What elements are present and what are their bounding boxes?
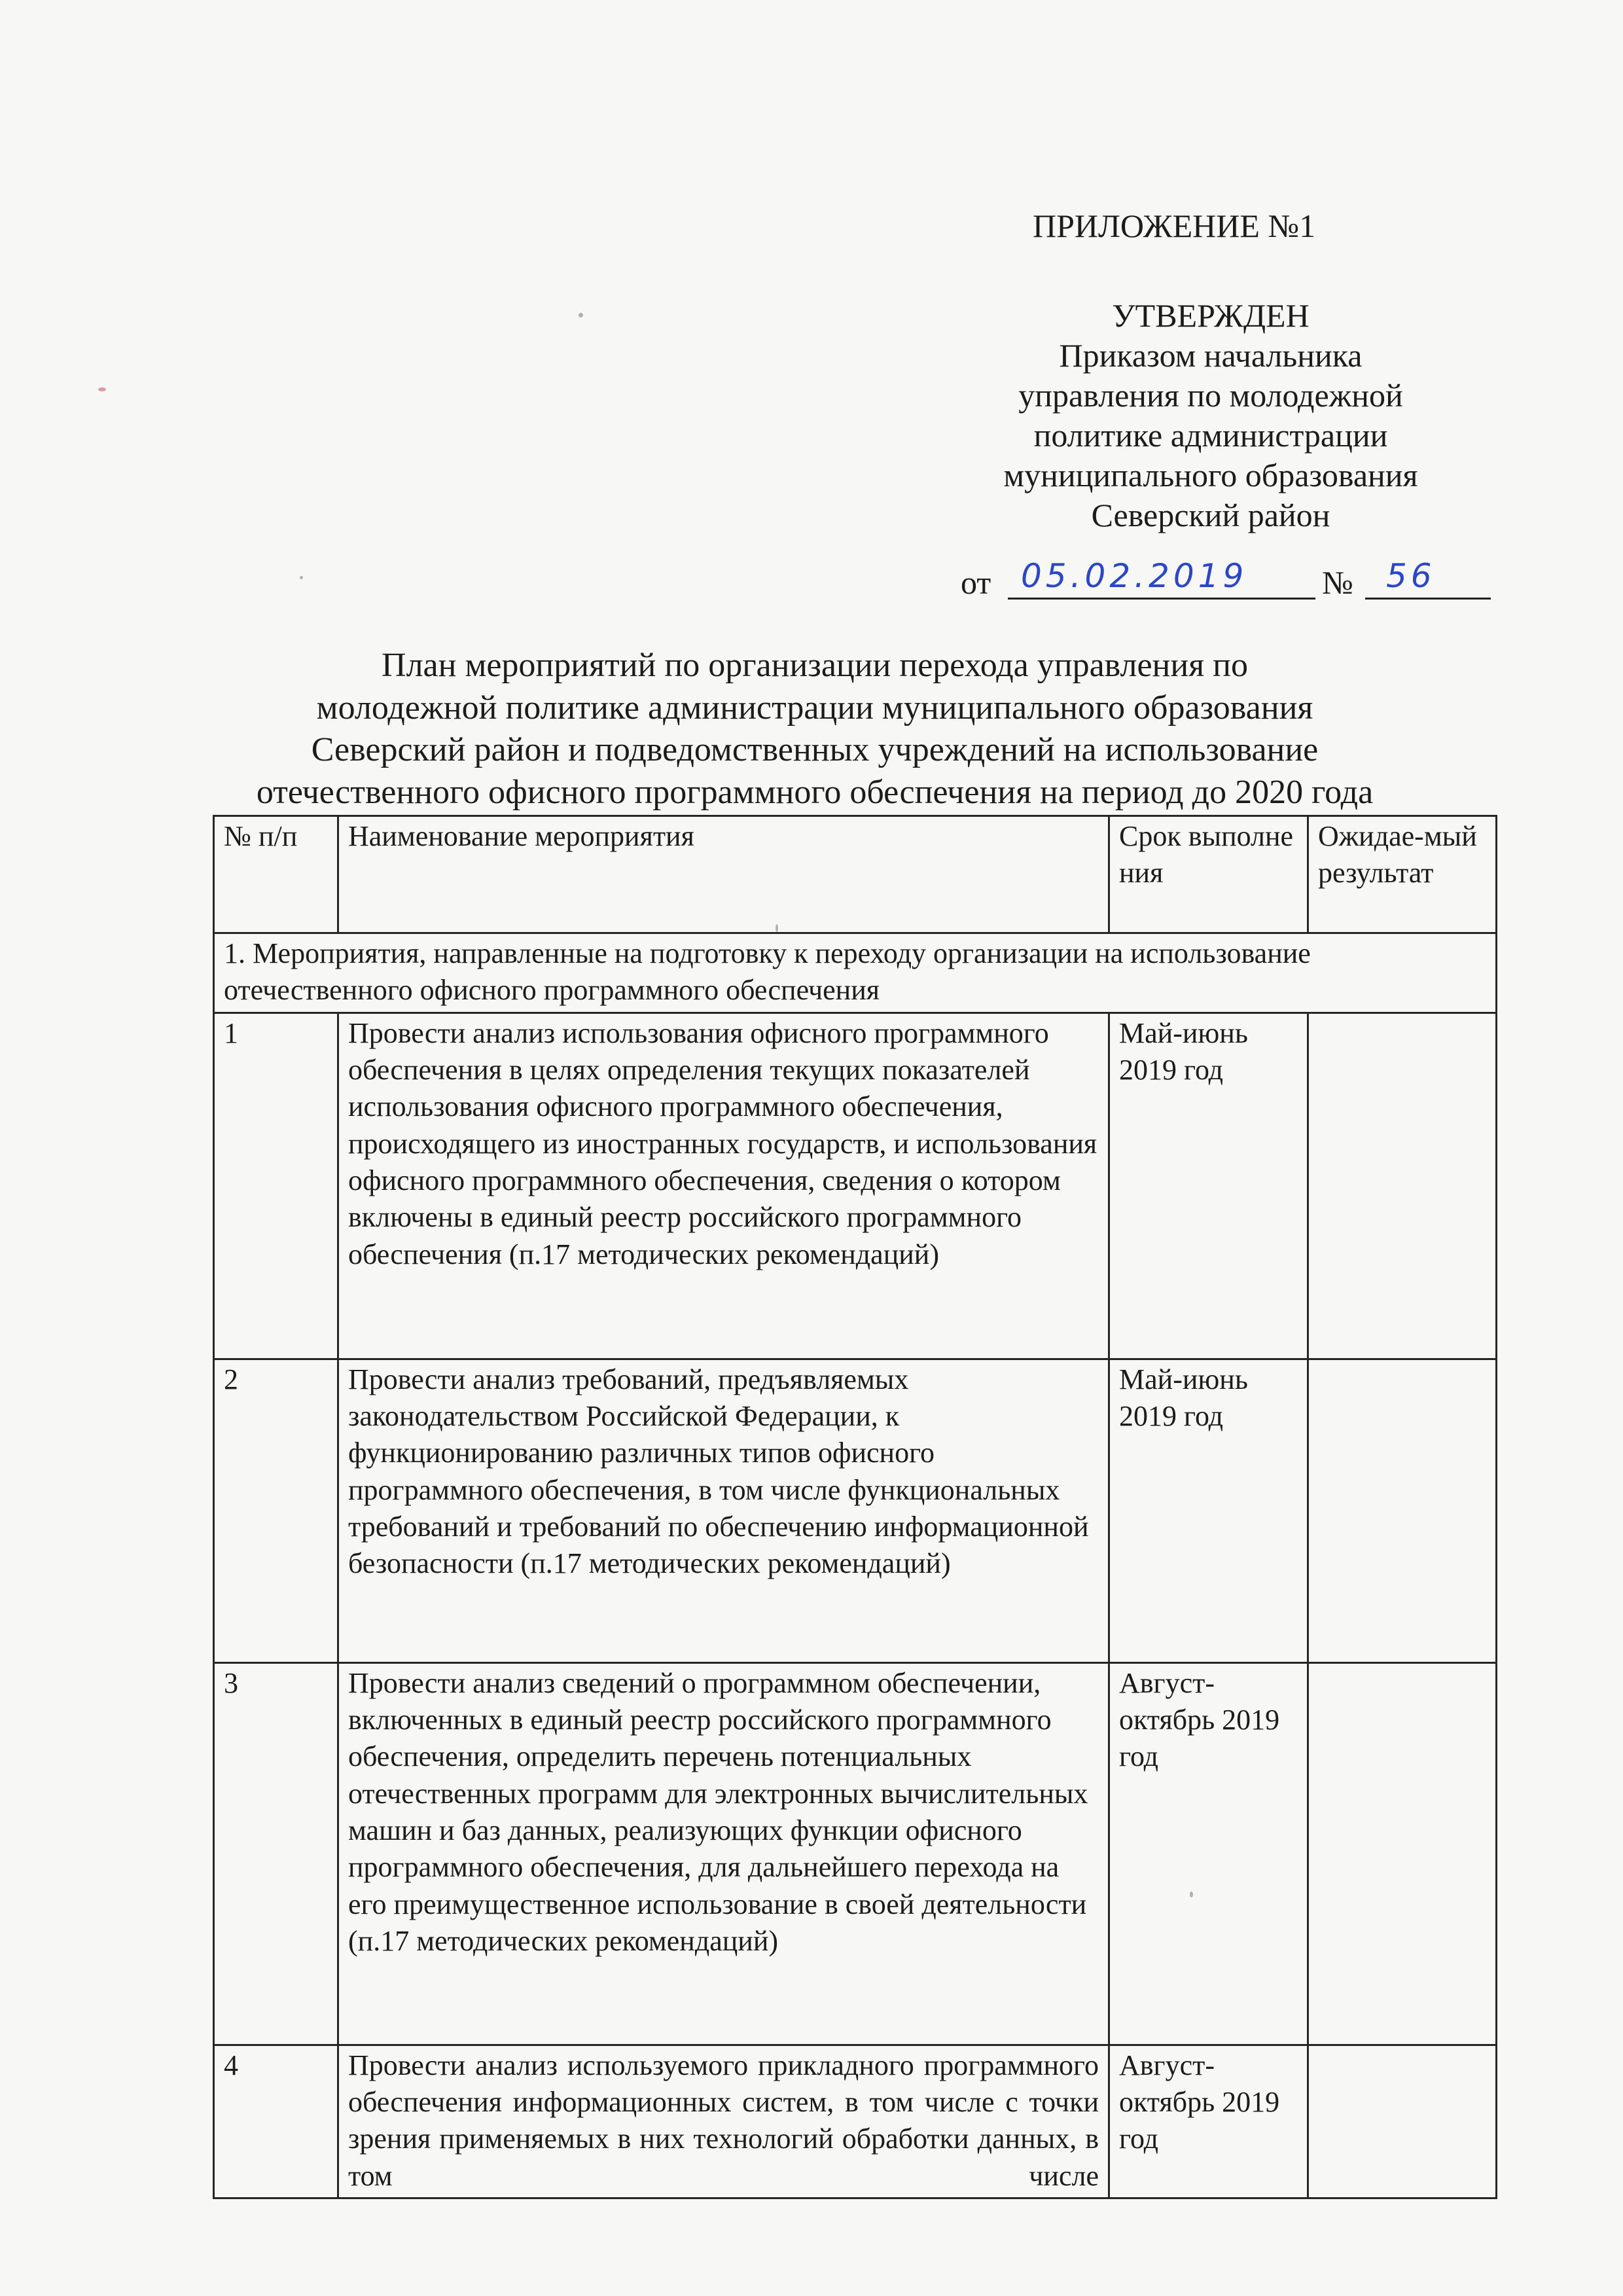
row-activity: Провести анализ используемого прикладного программного обеспечения информационных систем, в том числе с точки зрения применяемых в них технологий обработки данных, в том числе (338, 2045, 1109, 2198)
table-row (214, 1662, 1497, 2045)
row-term: Май-июнь 2019 год (1109, 1359, 1308, 1662)
row-result (1308, 1359, 1497, 1662)
row-number: 2 (214, 1359, 338, 1662)
scan-speck (776, 924, 778, 932)
row-term: Август-октябрь 2019 год (1109, 1662, 1308, 2045)
table-row (214, 1013, 1497, 1359)
scan-speck (98, 387, 106, 391)
column-header-number: № п/п (214, 816, 338, 933)
order-date-handwritten: 05.02.2019 (1021, 557, 1248, 595)
row-result (1308, 1662, 1497, 2045)
column-header-name: Наименование мероприятия (338, 816, 1109, 933)
approval-line: политике администрации (1033, 417, 1388, 454)
table-row (214, 1359, 1497, 1662)
section-heading: 1. Мероприятия, направленные на подготовку к переходу организации на использование отечественного офисного программного обеспечения (214, 933, 1497, 1013)
plan-title-line: Северский район и подведомственных учреждений на использование (311, 731, 1319, 769)
section-row (214, 933, 1497, 1013)
plan-title-line: отечественного офисного программного обеспечения на период до 2020 года (256, 774, 1374, 812)
table-header-row (214, 816, 1497, 933)
scan-speck (579, 313, 583, 317)
approval-line: Северский район (1091, 497, 1330, 533)
plan-title (196, 645, 1433, 814)
scan-speck (1190, 1892, 1193, 1897)
approval-line: управления по молодежной (1018, 377, 1403, 414)
approved-heading: УТВЕРЖДЕН (1112, 297, 1310, 334)
row-activity: Провести анализ требований, предъявляемых законодательством Российской Федерации, к функционированию различных типов офисного программного обеспечения, в том числе функциональных требований и требований по обеспечению информационной безопасности (п.17 методических рекомендаций) (338, 1359, 1109, 1662)
row-number: 3 (214, 1662, 338, 2045)
column-header-term: Срок выполнения (1109, 816, 1308, 933)
row-result (1308, 2045, 1497, 2198)
plan-title-line: молодежной политике администрации муниципального образования (316, 689, 1313, 726)
row-activity: Провести анализ сведений о программном обеспечении, включенных в единый реестр российского программного обеспечения, определить перечень потенциальных отечественных программ для электронных вычислительных машин и баз данных, реализующих функции офисного программного обеспечения, для дальнейшего перехода на его преимущественное использование в своей деятельности (п.17 методических рекомендаций) (338, 1662, 1109, 2045)
plan-table (213, 815, 1497, 2199)
order-from-label: от (961, 564, 991, 601)
plan-title-line: План мероприятий по организации перехода управления по (382, 647, 1248, 684)
row-activity: Провести анализ использования офисного программного обеспечения в целях определения текущих показателей использования офисного программного обеспечения, происходящего из иностранных государств, и использования офисного программного обеспечения, сведения о котором включены в единый реестр российского программного обеспечения (п.17 методических рекомендаций) (338, 1013, 1109, 1359)
scan-speck (300, 576, 303, 579)
row-term: Май-июнь 2019 год (1109, 1013, 1308, 1359)
order-number-label: № (1322, 564, 1353, 601)
order-number-handwritten: 56 (1386, 557, 1436, 595)
row-number: 1 (214, 1013, 338, 1359)
column-header-result: Ожидае-мый результат (1308, 816, 1497, 933)
row-term: Август-октябрь 2019 год (1109, 2045, 1308, 2198)
table-row (214, 2045, 1497, 2198)
approval-line: муниципального образования (1003, 457, 1418, 493)
approval-line: Приказом начальника (1059, 337, 1363, 374)
appendix-heading: ПРИЛОЖЕНИЕ №1 (1033, 207, 1316, 244)
row-number: 4 (214, 2045, 338, 2198)
row-result (1308, 1013, 1497, 1359)
approval-block (929, 296, 1492, 535)
